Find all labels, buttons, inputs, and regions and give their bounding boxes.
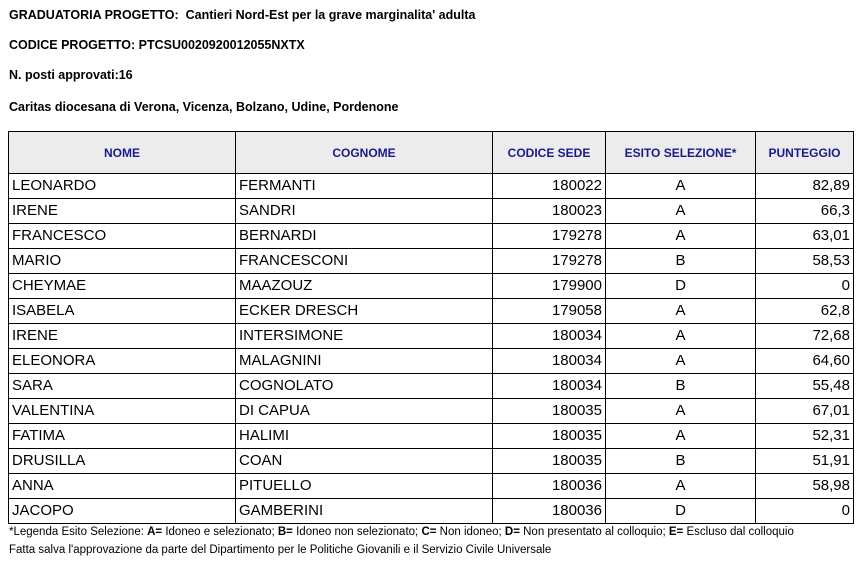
approved-places: N. posti approvati:16 <box>9 68 133 82</box>
legend-text-d: Non presentato al colloquio; <box>519 526 669 538</box>
legend-key-d: D= <box>504 526 520 538</box>
cell-esito-selezione: A <box>606 399 756 424</box>
project-code: CODICE PROGETTO: PTCSU0020920012055NXTX <box>9 38 305 52</box>
cell-punteggio: 63,01 <box>756 224 854 249</box>
cell-codice-sede: 180036 <box>493 499 606 524</box>
cell-nome: IRENE <box>9 324 236 349</box>
cell-codice-sede: 179278 <box>493 249 606 274</box>
cell-cognome: SANDRI <box>236 199 493 224</box>
table-row <box>9 499 854 524</box>
cell-cognome: PITUELLO <box>236 474 493 499</box>
project-title <box>9 8 476 22</box>
cell-esito-selezione: A <box>606 199 756 224</box>
legend-intro: *Legenda Esito Selezione: <box>9 526 148 538</box>
cell-codice-sede: 180035 <box>493 424 606 449</box>
organization: Caritas diocesana di Verona, Vicenza, Bolzano, Udine, Pordenone <box>9 100 399 114</box>
cell-cognome: MALAGNINI <box>236 349 493 374</box>
cell-nome: SARA <box>9 374 236 399</box>
cell-codice-sede: 180023 <box>493 199 606 224</box>
cell-nome: ISABELA <box>9 299 236 324</box>
table-row <box>9 374 854 399</box>
ranking-table <box>8 131 854 524</box>
cell-punteggio: 58,98 <box>756 474 854 499</box>
cell-esito-selezione: B <box>606 374 756 399</box>
cell-nome: MARIO <box>9 249 236 274</box>
table-row <box>9 174 854 199</box>
cell-punteggio: 52,31 <box>756 424 854 449</box>
cell-punteggio: 66,3 <box>756 199 854 224</box>
table-row <box>9 424 854 449</box>
table-row <box>9 299 854 324</box>
project-title-value: Cantieri Nord-Est per la grave marginalita' adulta <box>185 8 476 22</box>
cell-nome: VALENTINA <box>9 399 236 424</box>
legend-text-b: Idoneo non selezionato; <box>292 526 422 538</box>
cell-cognome: HALIMI <box>236 424 493 449</box>
column-header-cognome: COGNOME <box>236 132 493 174</box>
table-row <box>9 399 854 424</box>
cell-esito-selezione: A <box>606 324 756 349</box>
table-row <box>9 249 854 274</box>
column-header-nome: NOME <box>9 132 236 174</box>
cell-punteggio: 0 <box>756 274 854 299</box>
cell-codice-sede: 180034 <box>493 349 606 374</box>
cell-nome: IRENE <box>9 199 236 224</box>
cell-codice-sede: 180022 <box>493 174 606 199</box>
cell-nome: DRUSILLA <box>9 449 236 474</box>
cell-esito-selezione: D <box>606 499 756 524</box>
cell-codice-sede: 180035 <box>493 449 606 474</box>
cell-codice-sede: 179058 <box>493 299 606 324</box>
legend-text-c: Non idoneo; <box>436 526 505 538</box>
cell-nome: JACOPO <box>9 499 236 524</box>
cell-nome: FATIMA <box>9 424 236 449</box>
cell-codice-sede: 179278 <box>493 224 606 249</box>
table-row <box>9 324 854 349</box>
cell-punteggio: 55,48 <box>756 374 854 399</box>
cell-punteggio: 64,60 <box>756 349 854 374</box>
cell-nome: LEONARDO <box>9 174 236 199</box>
cell-cognome: MAAZOUZ <box>236 274 493 299</box>
cell-nome: CHEYMAE <box>9 274 236 299</box>
column-header-codice-sede: CODICE SEDE <box>493 132 606 174</box>
cell-esito-selezione: A <box>606 474 756 499</box>
cell-punteggio: 67,01 <box>756 399 854 424</box>
cell-codice-sede: 180034 <box>493 324 606 349</box>
cell-esito-selezione: A <box>606 174 756 199</box>
cell-cognome: DI CAPUA <box>236 399 493 424</box>
cell-cognome: BERNARDI <box>236 224 493 249</box>
legend-text-a: Idoneo e selezionato; <box>162 526 278 538</box>
legend-key-c: C= <box>421 526 437 538</box>
cell-esito-selezione: A <box>606 349 756 374</box>
legend-key-b: B= <box>277 526 293 538</box>
table-row <box>9 449 854 474</box>
cell-esito-selezione: A <box>606 299 756 324</box>
cell-cognome: FERMANTI <box>236 174 493 199</box>
project-title-label: GRADUATORIA PROGETTO: <box>9 8 179 22</box>
cell-codice-sede: 180035 <box>493 399 606 424</box>
table-row <box>9 199 854 224</box>
cell-codice-sede: 180034 <box>493 374 606 399</box>
cell-cognome: COAN <box>236 449 493 474</box>
cell-punteggio: 72,68 <box>756 324 854 349</box>
table-header-row <box>9 132 854 174</box>
legend-text-e: Escluso dal colloquio <box>683 526 794 538</box>
legend <box>9 526 794 538</box>
cell-punteggio: 0 <box>756 499 854 524</box>
cell-esito-selezione: B <box>606 249 756 274</box>
cell-esito-selezione: A <box>606 424 756 449</box>
table-row <box>9 349 854 374</box>
cell-cognome: FRANCESCONI <box>236 249 493 274</box>
table-body <box>9 174 854 524</box>
cell-nome: ANNA <box>9 474 236 499</box>
cell-punteggio: 51,91 <box>756 449 854 474</box>
cell-cognome: ECKER DRESCH <box>236 299 493 324</box>
cell-punteggio: 58,53 <box>756 249 854 274</box>
cell-nome: FRANCESCO <box>9 224 236 249</box>
legend-key-e: E= <box>668 526 684 538</box>
cell-cognome: COGNOLATO <box>236 374 493 399</box>
table-row <box>9 224 854 249</box>
table-row <box>9 274 854 299</box>
cell-nome: ELEONORA <box>9 349 236 374</box>
legend-key-a: A= <box>147 526 163 538</box>
column-header-esito-selezione: ESITO SELEZIONE* <box>606 132 756 174</box>
cell-codice-sede: 180036 <box>493 474 606 499</box>
cell-punteggio: 82,89 <box>756 174 854 199</box>
cell-codice-sede: 179900 <box>493 274 606 299</box>
approval-note: Fatta salva l'approvazione da parte del Dipartimento per le Politiche Giovanili e il Servizio Civile Universale <box>9 544 552 556</box>
cell-cognome: INTERSIMONE <box>236 324 493 349</box>
table-row <box>9 474 854 499</box>
cell-esito-selezione: B <box>606 449 756 474</box>
column-header-punteggio: PUNTEGGIO <box>756 132 854 174</box>
cell-punteggio: 62,8 <box>756 299 854 324</box>
cell-esito-selezione: D <box>606 274 756 299</box>
cell-cognome: GAMBERINI <box>236 499 493 524</box>
cell-esito-selezione: A <box>606 224 756 249</box>
